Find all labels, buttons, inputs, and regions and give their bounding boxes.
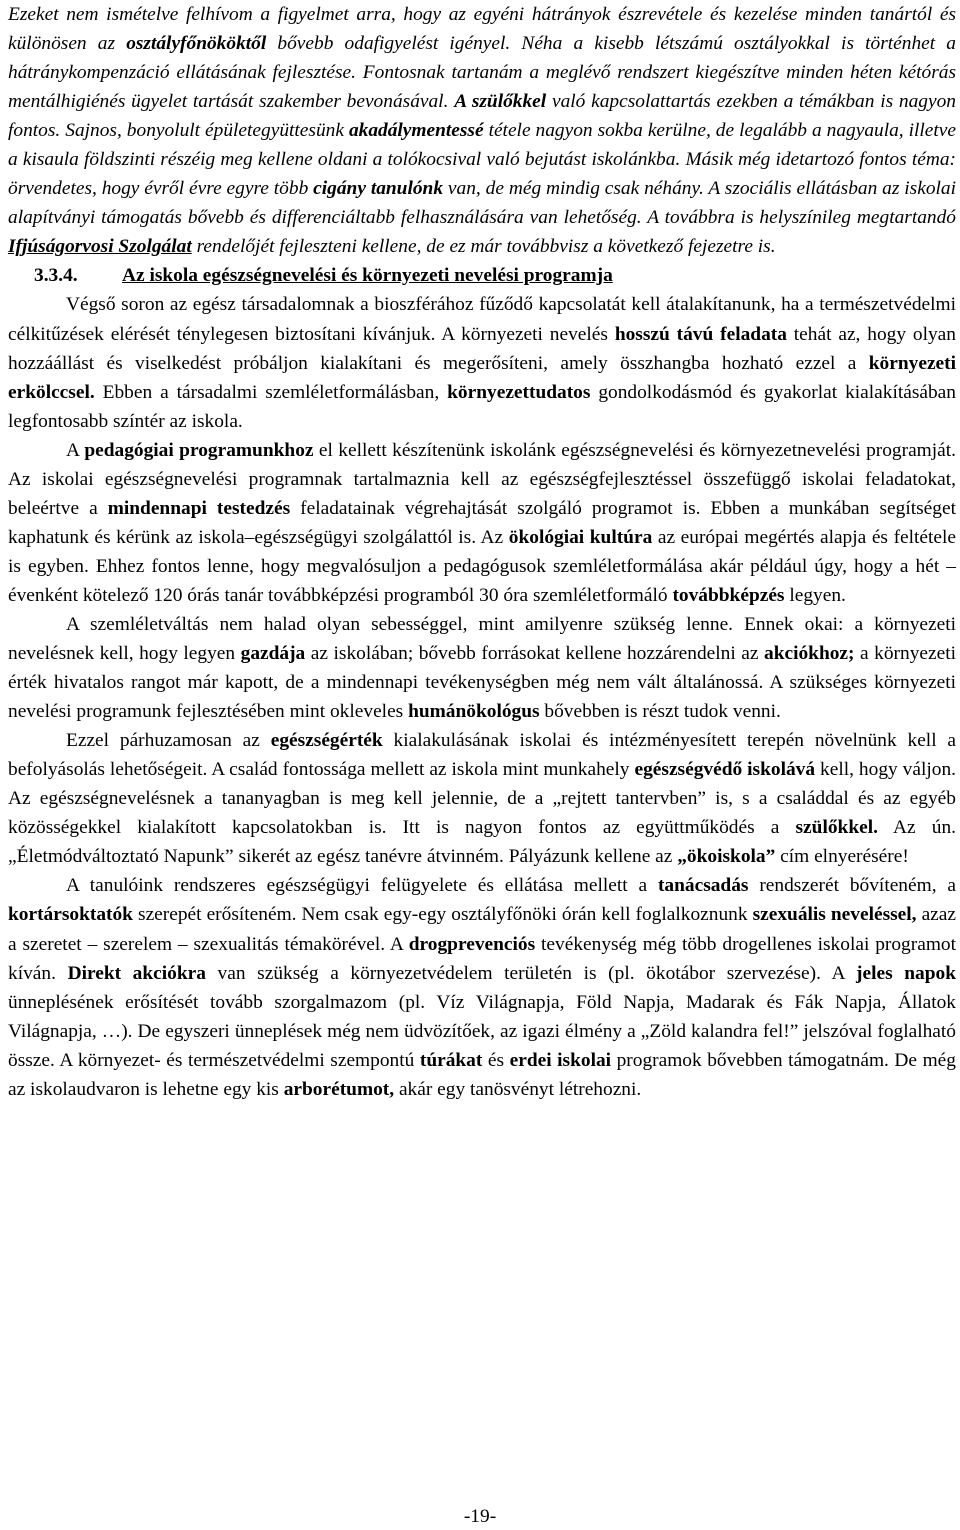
paragraph-4 [8,726,956,871]
bold-term: humánökológus [408,701,540,723]
bold-term: cigány tanulónk [313,178,444,200]
paragraph-1 [8,290,956,435]
bold-term: mindennapi testedzés [107,497,291,519]
bold-term: szülőkkel. [795,817,878,839]
text-run: tehát az, hogy olyan hozzáállást és viselkedést próbáljon kialakítani és megerősíteni, amely összhangba hozható ezzel a [8,323,956,374]
text-run: programok bővebben támogatnám. De még az iskolaudvaron is lehetne egy kis [8,1049,956,1100]
bold-term: környezettudatos [447,381,591,403]
text-run: tétele nagyon sokba kerülne, de legalább a nagyaula, illetve a kisaula földszinti részéig meg kellene oldani a tolókocsival való bejutást iskolánkba. Másik még idetartozó fontos téma: örvendetes, hogy évről évre egyre több [8,120,956,200]
paragraph-5 [8,871,956,1103]
text-run: gondolkodásmód és gyakorlat kialakításában legfontosabb színtér az iskola. [8,381,956,432]
section-heading [8,261,956,290]
bold-term: A szülőkkel [454,91,547,113]
text-run: van, de még mindig csak néhány. A szociális ellátásban az iskolai alapítványi támogatás bővebb és differenciáltabb felhasználására van lehetőség. A továbbra is helyszínileg megtartandó [8,178,956,229]
text-run: kell, hogy váljon. Az egészségnevelésnek a tananyagban is meg kell jelennie, de a „rejtett tantervben” is, s a családdal és az egyéb közösségekkel kialakított kapcsolatokban is. Itt is nagyon fontos az együttműködés a [8,759,956,839]
text-run: tevékenység még több drogellenes iskolai programot kíván. [8,933,956,984]
text-run: Végső soron az egész társadalomnak a bioszférához fűződő kapcsolatát kell átalakítanunk, ha a természetvédelmi célkitűzések elérését ténylegesen biztosítani kívánjuk. A környezeti nevelés [8,294,956,345]
text-run: feladatainak végrehajtását szolgáló programot is. Ebben a munkában segítséget kaphatunk és kérünk az iskola–egészségügyi szolgálattól is. Az [8,497,956,548]
bold-term: túrákat [419,1049,483,1071]
text-run: szerepét erősíteném. Nem csak egy-egy osztályfőnöki órán kell foglalkoznunk [132,904,753,926]
bold-term: ökológiai kultúra [508,526,653,548]
text-run: kialakulásának iskolai és intézményesített terepén növelnünk kell a befolyásolás lehetőségeit. A család fontossága mellett az iskola mint munkahely [8,730,957,781]
text-run: Sajnos, bonyolult épületegyüttesünk [60,120,349,142]
text-run: Ezeket nem ismételve felhívom a figyelmet arra, hogy az egyéni hátrányok észrevétele és kezelése minden tanártól és különösen az [8,4,956,55]
bold-term: „ökoiskola” [677,846,776,868]
intro-paragraph [8,0,956,261]
text-run: cím elnyerésére! [775,846,909,868]
document-page [8,0,956,1104]
text-run: az iskolában; bővebb forrásokat kellene hozzárendelni az [305,643,764,665]
text-run: azaz a szeretet – szerelem – szexualitás témakörével. A [8,904,957,955]
text-run: A szemléletváltás nem halad olyan sebességgel, mint amilyenre szükség lenne. Ennek okai: a környezeti nevelésnek kell, hogy legyen [8,613,956,665]
text-run: A [66,439,85,461]
text-run: ünneplésének erősítését tovább szorgalmazom (pl. Víz Világnapja, Föld Napja, Madarak és Fák Napja, Állatok Világnapja, …). De egyszeri ünneplések még nem üdvözítőek, az igazi élmény a „Zöld kalandra fel!” jelszóval foglalható össze. A környezet- és természetvédelmi szempontú [8,991,956,1071]
section-title: Az iskola egészségnevelési és környezeti nevelési programja [122,265,613,287]
bold-term: erdei iskolai [509,1049,612,1071]
bold-term: Direkt akciókra [67,962,206,984]
paragraph-3 [8,610,956,726]
bold-term: szexuális neveléssel, [752,904,917,926]
text-run: el kellett készítenünk iskolánk egészségnevelési és környezetnevelési programját. Az iskolai egészségnevelési programnak tartalmaznia kell az egészségfejlesztéssel összefüggő iskolai feladatokat, beleértve a [8,439,956,519]
bold-term: drogprevenciós [408,933,536,955]
bold-term: továbbképzés [672,584,785,606]
bold-term: egészségérték [270,730,383,752]
page-number: -19- [463,1506,497,1527]
bold-term: egészségvédő iskolává [634,759,816,781]
text-run: Ezzel párhuzamosan az [66,730,271,752]
text-run: Az ún. „Életmódváltoztató Napunk” sikerét az egész tanévre átvinném. Pályázunk kellene az [8,817,956,868]
bold-term: hosszú távú feladata [614,323,787,345]
text-run: legyen. [784,584,846,606]
text-run: van szükség a környezetvédelem területén is (pl. ökotábor szervezése). A [205,962,857,984]
bold-term: akadálymentessé [348,120,484,142]
bold-term: Ifjúságorvosi Szolgálat [8,236,192,258]
text-run: bővebben is részt tudok venni. [539,701,781,723]
text-run: akár egy tanösvényt létrehozni. [394,1078,642,1100]
bold-term: akciókhoz; [764,643,855,665]
paragraph-2 [8,436,956,610]
text-run: bővebb odafigyelést igényel. Néha a kisebb létszámú osztályokkal is történhet a hátránykompenzáció ellátásának fejlesztése. Fontosnak tartanám a meglévő rendszert kiegészítve minden héten kétórás mentálhigiénés ügyelet tartását szakember bevonásával. [8,33,957,113]
bold-term: pedagógiai programunkhoz [84,439,314,461]
bold-term: gazdája [240,643,306,665]
bold-term: tanácsadás [657,875,749,897]
text-run: rendszerét bővíteném, a [748,875,957,897]
text-run: és [482,1049,510,1071]
text-run: Ebben a társadalmi szemléletformálásban, [94,381,448,403]
section-number: 3.3.4. [34,265,78,287]
text-run: rendelőjét fejleszteni kellene, de ez már továbbvisz a következő fejezetre is. [191,236,776,258]
bold-term: arborétumot, [283,1078,395,1100]
text-run: az európai megértés alapja és feltétele is egyben. Ehhez fontos lenne, hogy megvalósuljon a pedagógusok szemléletformálása akár például úgy, hogy a hét – évenként kötelező 120 órás tanár továbbképzési programból 30 óra szemléletformáló [8,526,956,606]
text-run: való kapcsolattartás ezekben a témákban is nagyon fontos. [8,91,956,142]
bold-term: jeles napok [856,962,956,984]
text-run: a környezeti érték hivatalos rangot már kapott, de a mindennapi tevékenységben még nem vált általánossá. A szükséges környezeti nevelési programunk fejlesztésében mint okleveles [8,643,956,723]
bold-term: környezeti erkölccsel. [8,352,956,403]
text-run: A tanulóink rendszeres egészségügyi felügyelete és ellátása mellett a [66,875,658,897]
bold-term: osztályfőnököktől [126,33,267,55]
bold-term: kortársoktatók [8,904,133,926]
